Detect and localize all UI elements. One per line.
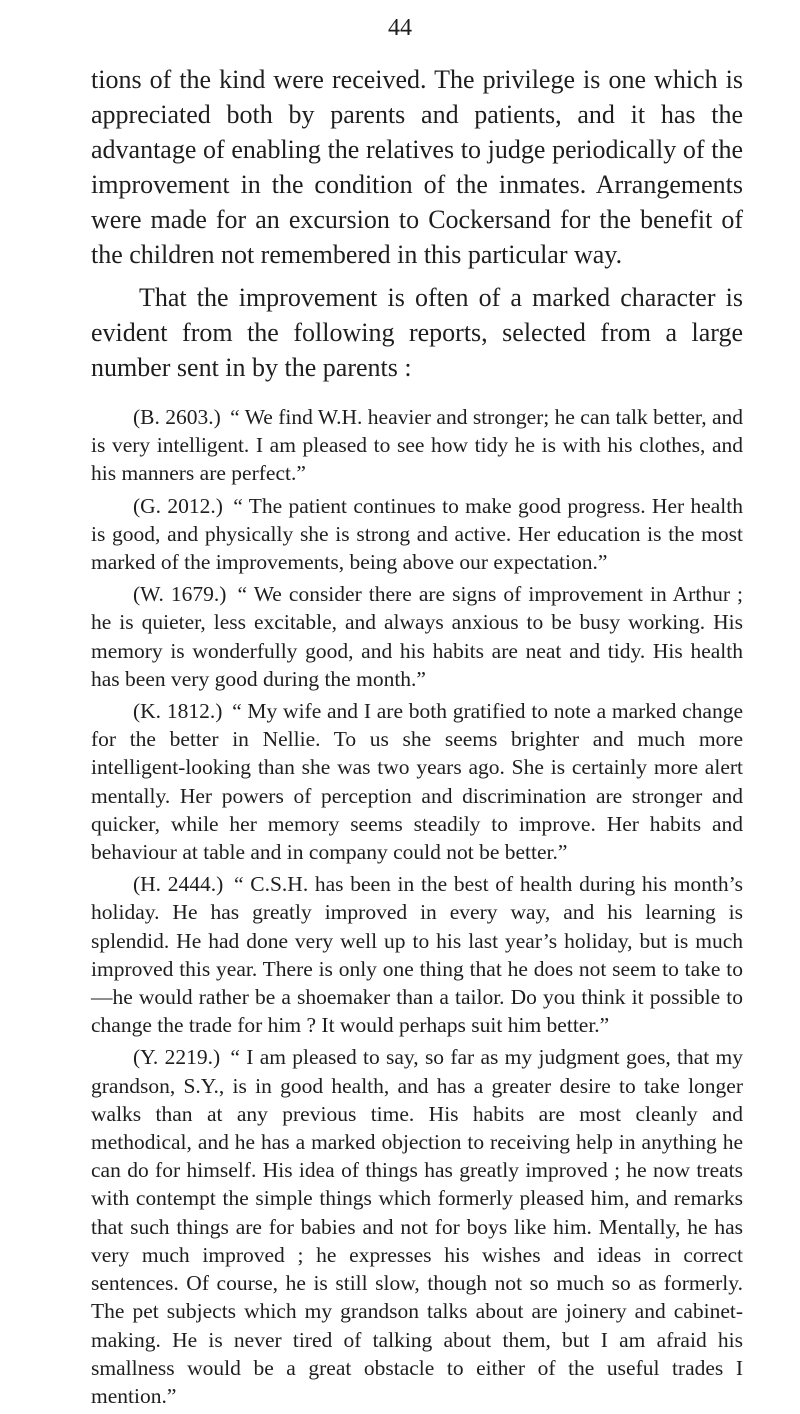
report-text: “ The patient continues to make good progress. Her health is good, and physically she is strong and active. Her education is the most marked of the improvements, being above our expectation.” — [91, 493, 744, 575]
intro-paragraph: tions of the kind were received. The privilege is one which is appreciated both by parents and patients, and it has the advantage of enabling the relatives to judge periodically of the improvement in the condition of the inmates. Arrangements were made for an excursion to Cockersand for the benefit of the children not remembered in this particular way. — [91, 65, 743, 269]
report-text: “ We consider there are signs of improvement in Arthur ; he is quieter, less excitable, and always anxious to be busy working. His memory is wonderfully good, and his habits are neat and tidy. His health has been very good during the month.” — [91, 582, 744, 691]
report-id: (W. 1679.) — [133, 582, 227, 607]
report-paragraph — [91, 870, 743, 1039]
page-number: 44 — [388, 15, 412, 41]
report-id: (K. 1812.) — [133, 699, 223, 724]
report-id: (B. 2603.) — [133, 405, 221, 429]
report-paragraph — [91, 492, 743, 577]
parent-reports — [91, 403, 743, 1410]
report-id: (Y. 2219.) — [133, 1045, 221, 1070]
report-text: “ My wife and I are both gratified to note a marked change for the better in Nellie. To us she seems brighter and much more intelligent-looking than she was two years ago. She is certainly more alert mentally. Her powers of perception and discrimination are stronger and quicker, while her memory seems steadily to improve. Her habits and behaviour at table and in company could not be better.” — [91, 699, 743, 865]
body-text — [91, 62, 743, 1414]
report-text: “ C.S.H. has been in the best of health during his month’s holiday. He has greatly improved in every way, and his learning is splendid. He had done very well up to his last year’s holiday, but is much improved this year. There is only one thing that he does not seem to take to—he would rather be a shoemaker than a tailor. Do you think it possible to change the trade for him ? It would perhaps suit him better.” — [91, 872, 743, 1038]
report-id: (G. 2012.) — [133, 493, 223, 518]
report-text: “ I am pleased to say, so far as my judgment goes, that my grandson, S.Y., is in good health, and has a greater desire to take longer walks than at any previous time. His habits are most cleanly and methodical, and he has a marked objection to receiving help in anything he can do for himself. His idea of things has greatly improved ; he now treats with contempt the simple things which formerly pleased him, and remarks that such things are for babies and not for boys like him. Mentally, he has very much improved ; he expresses his wishes and ideas in correct sentences. Of course, he is still slow, though not so much so as formerly. The pet subjects which my grandson talks about are joinery and cabinet-making. He is never tired of talking about them, but I am afraid his smallness would be a great obstacle to either of the useful trades I mention.” — [91, 1045, 744, 1408]
report-id: (H. 2444.) — [133, 872, 224, 897]
report-paragraph — [91, 1043, 743, 1410]
intro-paragraph: That the improvement is often of a marked character is evident from the following reports, selected from a large number sent in by the parents : — [91, 283, 743, 382]
report-paragraph — [91, 580, 743, 693]
report-paragraph — [91, 403, 743, 488]
intro-section — [91, 62, 743, 385]
report-text: “ We find W.H. heavier and stronger; he can talk better, and is very intelligent. I am pleased to see how tidy he is with his clothes, and his manners are perfect.” — [91, 405, 744, 486]
report-paragraph — [91, 697, 743, 866]
